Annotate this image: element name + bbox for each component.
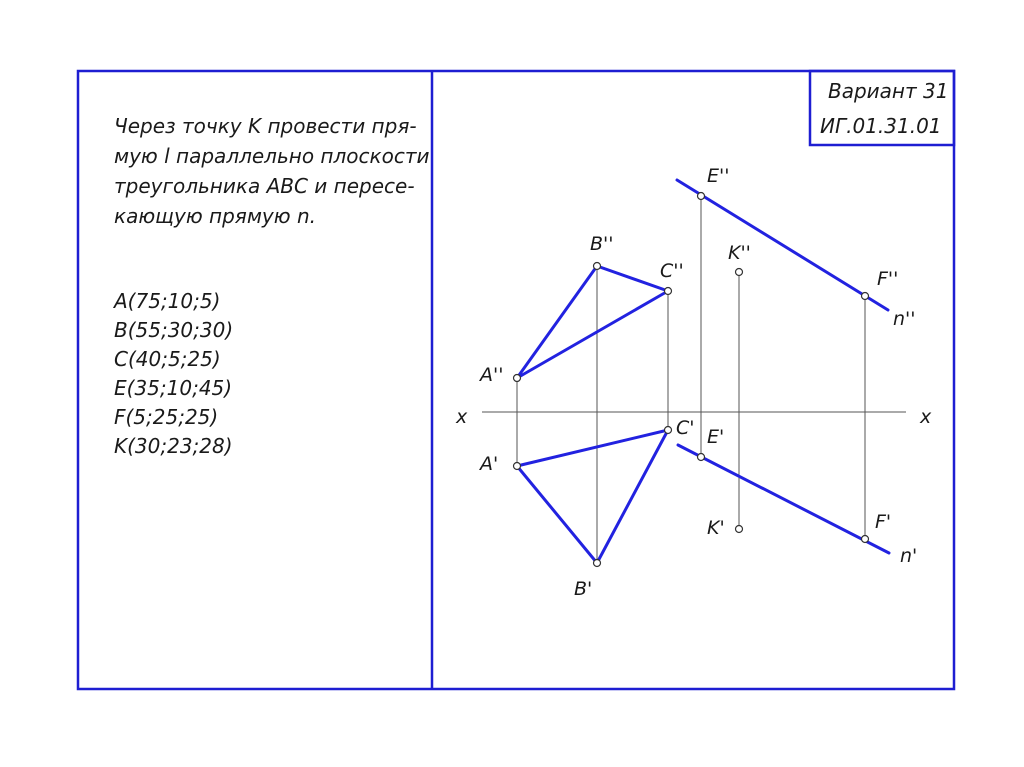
coord-F: F(5;25;25) (114, 405, 219, 429)
label-F1: F' (875, 511, 892, 533)
label-K1: K' (707, 517, 725, 539)
point-A1 (514, 463, 521, 470)
coord-A: A(75;10;5) (114, 289, 221, 313)
coord-C: C(40;5;25) (114, 347, 221, 371)
x-axis-label-left: x (456, 406, 468, 428)
coord-B: B(55;30;30) (114, 318, 234, 342)
label-B1: B' (574, 578, 593, 600)
x-axis-label-right: x (920, 406, 932, 428)
point-F2 (862, 293, 869, 300)
edge-C2-A2 (517, 291, 668, 378)
point-C1 (665, 427, 672, 434)
drawing-code: ИГ.01.31.01 (820, 114, 942, 138)
label-E2: E'' (707, 165, 730, 187)
task-statement (114, 114, 429, 228)
point-E1 (698, 454, 705, 461)
coordinates-list (112, 289, 233, 458)
label-n2: n'' (893, 308, 916, 330)
label-A2: A'' (480, 364, 504, 386)
edge-A2-B2 (517, 266, 597, 378)
label-A1: A' (480, 453, 499, 475)
variant-label: Вариант 31 (828, 79, 949, 103)
edge-B2-C2 (597, 266, 668, 291)
point-B1 (594, 560, 601, 567)
edge-C1-B1 (597, 430, 668, 563)
label-F2: F'' (877, 268, 899, 290)
label-K2: K'' (728, 242, 751, 264)
coord-K: K(30;23;28) (114, 434, 233, 458)
point-F1 (862, 536, 869, 543)
edge-A1-C1 (517, 430, 668, 466)
point-B2 (594, 263, 601, 270)
task-line: треугольника ABC и пересе- (114, 174, 415, 198)
task-line: мую l параллельно плоскости (114, 144, 430, 168)
point-K2 (736, 269, 743, 276)
label-C1: C' (676, 417, 695, 439)
label-C2: C'' (660, 260, 684, 282)
line-n-frontal (677, 180, 888, 310)
task-line: кающую прямую n. (114, 204, 316, 228)
point-E2 (698, 193, 705, 200)
point-A2 (514, 375, 521, 382)
point-K1 (736, 526, 743, 533)
edge-B1-A1 (517, 466, 597, 563)
point-C2 (665, 288, 672, 295)
label-n1: n' (900, 545, 918, 567)
label-B2: B'' (590, 233, 614, 255)
label-E1: E' (707, 426, 725, 448)
task-line: Через точку K провести пря- (114, 114, 417, 138)
coord-E: E(35;10;45) (114, 376, 233, 400)
